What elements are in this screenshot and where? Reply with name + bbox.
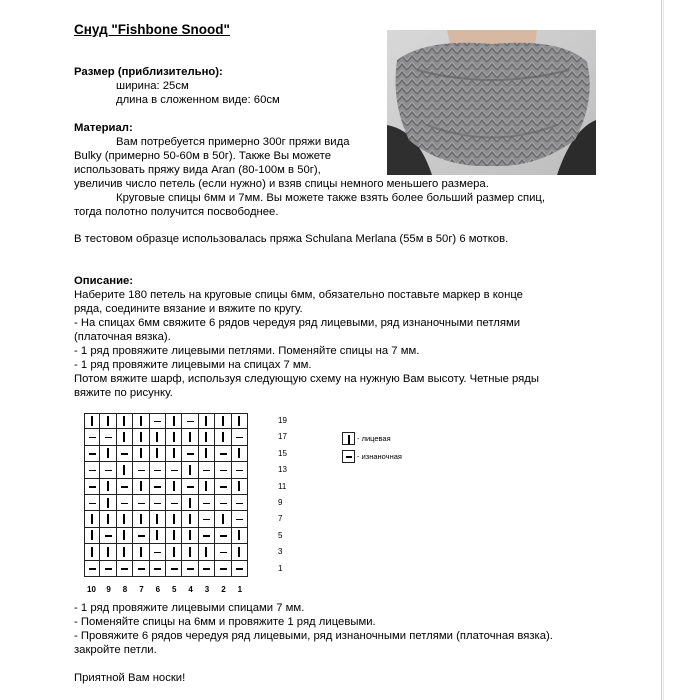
knit-stitch-symbol xyxy=(173,547,175,557)
chart-cell xyxy=(117,429,133,445)
chart-cell xyxy=(133,544,149,560)
knit-stitch-symbol xyxy=(123,432,125,442)
finishing-line: - 1 ряд провяжите лицевыми спицами 7 мм. xyxy=(74,602,305,614)
page-edge-line xyxy=(663,0,664,700)
chart-cell xyxy=(133,495,149,511)
knit-stitch-symbol xyxy=(140,416,142,426)
knit-stitch-symbol xyxy=(189,432,191,442)
chart-row-number: 13 xyxy=(278,465,287,475)
yarn-note: В тестовом образце использовалась пряжа Schulana Merlana (55м в 50г) 6 мотков. xyxy=(74,233,509,245)
chart-cell xyxy=(150,429,166,445)
description-line: Потом вяжите шарф, используя следующую схему на нужную Вам высоту. Четные ряды xyxy=(74,373,539,385)
chart-cell xyxy=(150,446,166,462)
chart-cell xyxy=(117,511,133,527)
chart-cell xyxy=(215,429,231,445)
chart-cell xyxy=(199,479,215,495)
purl-stitch-symbol xyxy=(203,470,210,472)
chart-cell xyxy=(150,413,166,429)
chart-cell xyxy=(133,413,149,429)
knit-stitch-symbol xyxy=(140,547,142,557)
chart-cell xyxy=(117,528,133,544)
chart-column-number: 6 xyxy=(155,585,161,594)
material-line: Круговые спицы 6мм и 7мм. Вы можете также взять более больший размер спиц, xyxy=(116,192,546,204)
purl-stitch-symbol xyxy=(154,470,161,472)
knit-stitch-symbol xyxy=(123,416,125,426)
purl-stitch-symbol xyxy=(187,421,194,423)
knit-stitch-symbol xyxy=(189,547,191,557)
description-line: - 1 ряд провяжите лицевыми на спицах 7 мм. xyxy=(74,359,312,371)
description-heading: Описание: xyxy=(74,275,134,287)
knit-stitch-symbol xyxy=(107,498,109,508)
chart-cell xyxy=(182,495,198,511)
chart-cell xyxy=(84,544,100,560)
chart-cell xyxy=(100,561,116,577)
chart-cell xyxy=(84,511,100,527)
size-length: длина в сложенном виде: 60см xyxy=(116,94,280,106)
chart-cell xyxy=(166,561,182,577)
legend-knit-label: - лицевая xyxy=(357,434,391,443)
chart-cell xyxy=(182,561,198,577)
purl-stitch-symbol xyxy=(171,503,178,505)
purl-stitch-symbol xyxy=(220,486,227,488)
purl-stitch-symbol xyxy=(138,568,145,570)
chart-cell xyxy=(150,544,166,560)
chart-row-number: 11 xyxy=(278,481,287,491)
chart-row-number: 3 xyxy=(278,547,283,557)
chart-cell xyxy=(100,495,116,511)
chart-cell xyxy=(182,413,198,429)
chart-row-number: 17 xyxy=(278,432,287,442)
knit-stitch-symbol xyxy=(140,448,142,458)
chart-cell xyxy=(84,495,100,511)
chart-cell xyxy=(100,528,116,544)
finishing-line: - Провяжите 6 рядов чередуя ряд лицевыми, ряд изнаночными петлями (платочная вязка). xyxy=(74,630,553,642)
purl-stitch-symbol xyxy=(154,552,161,554)
chart-row-number: 5 xyxy=(278,530,283,540)
chart-cell xyxy=(182,528,198,544)
purl-stitch-symbol xyxy=(89,503,96,505)
knit-stitch-symbol xyxy=(107,481,109,491)
purl-stitch-symbol xyxy=(138,470,145,472)
material-line: Bulky (примерно 50-60м в 50г). Также Вы можете xyxy=(74,150,331,162)
purl-stitch-symbol xyxy=(203,568,210,570)
chart-cell xyxy=(166,479,182,495)
chart-cell xyxy=(166,462,182,478)
chart-cell xyxy=(117,413,133,429)
knit-stitch-symbol xyxy=(107,448,109,458)
chart-cell xyxy=(232,511,248,527)
chart-cell xyxy=(232,462,248,478)
chart-cell xyxy=(215,446,231,462)
purl-stitch-symbol xyxy=(105,535,112,537)
purl-stitch-symbol xyxy=(105,437,112,439)
knit-stitch-symbol xyxy=(173,448,175,458)
purl-stitch-symbol xyxy=(236,437,243,439)
purl-stitch-symbol xyxy=(187,486,194,488)
chart-cell xyxy=(84,561,100,577)
chart-cell xyxy=(100,413,116,429)
chart-cell xyxy=(232,544,248,560)
chart-cell xyxy=(133,446,149,462)
purl-stitch-symbol xyxy=(220,470,227,472)
chart-cell xyxy=(100,544,116,560)
knit-stitch-symbol xyxy=(205,448,207,458)
knit-stitch-symbol xyxy=(238,481,240,491)
chart-cell xyxy=(199,561,215,577)
chart-cell xyxy=(150,479,166,495)
material-line: использовать пряжу вида Aran (80-100м в 50г), xyxy=(74,164,321,176)
knit-stitch-symbol xyxy=(205,432,207,442)
purl-stitch-symbol xyxy=(236,470,243,472)
chart-cell xyxy=(232,561,248,577)
knit-stitch-symbol xyxy=(156,448,158,458)
chart-cell xyxy=(84,528,100,544)
chart-cell xyxy=(215,462,231,478)
purl-stitch-symbol xyxy=(89,568,96,570)
chart-cell xyxy=(117,561,133,577)
purl-stitch-symbol xyxy=(220,552,227,554)
finishing-line: - Поменяйте спицы на 6мм и провяжите 1 ряд лицевыми. xyxy=(74,616,376,628)
chart-cell xyxy=(199,413,215,429)
chart-cell xyxy=(133,462,149,478)
closing-line: Приятной Вам носки! xyxy=(74,672,186,684)
purl-stitch-symbol xyxy=(121,453,128,455)
chart-cell xyxy=(199,511,215,527)
purl-stitch-symbol xyxy=(138,535,145,537)
knit-stitch-symbol xyxy=(91,514,93,524)
chart-cell xyxy=(100,462,116,478)
chart-cell xyxy=(166,413,182,429)
chart-cell xyxy=(133,561,149,577)
chart-cell xyxy=(215,511,231,527)
description-line: (платочная вязка). xyxy=(74,331,171,343)
chart-row-number: 7 xyxy=(278,514,283,524)
chart-cell xyxy=(215,528,231,544)
chart-cell xyxy=(199,446,215,462)
knit-stitch-symbol xyxy=(107,416,109,426)
page-title: Снуд "Fishbone Snood" xyxy=(74,22,230,37)
purl-stitch-symbol xyxy=(236,519,243,521)
knit-stitch-symbol xyxy=(189,465,191,475)
chart-cell xyxy=(150,511,166,527)
purl-stitch-symbol xyxy=(121,486,128,488)
knit-stitch-symbol xyxy=(123,514,125,524)
purl-stitch-symbol xyxy=(203,519,210,521)
material-line: Вам потребуется примерно 300г пряжи вида xyxy=(116,136,350,148)
chart-cell xyxy=(199,462,215,478)
purl-stitch-symbol xyxy=(236,568,243,570)
knit-stitch-symbol xyxy=(156,432,158,442)
chart-cell xyxy=(215,479,231,495)
chart-column-number: 2 xyxy=(221,585,226,594)
page-edge-line xyxy=(661,0,662,700)
knit-stitch-symbol xyxy=(222,432,224,442)
knit-stitch-symbol xyxy=(156,530,158,540)
chart-cell xyxy=(117,544,133,560)
chart-row-number: 9 xyxy=(278,498,283,507)
chart-cell xyxy=(232,495,248,511)
knit-stitch-symbol xyxy=(189,514,191,524)
purl-stitch-symbol xyxy=(220,568,227,570)
legend-purl-symbol xyxy=(342,450,355,463)
knit-stitch-symbol xyxy=(123,465,125,475)
knit-stitch-symbol xyxy=(173,432,175,442)
purl-stitch-symbol xyxy=(105,568,112,570)
purl-stitch-symbol xyxy=(89,437,96,439)
chart-column-number: 1 xyxy=(237,585,243,594)
purl-stitch-symbol xyxy=(220,503,227,505)
chart-cell xyxy=(117,479,133,495)
chart-cell xyxy=(232,413,248,429)
chart-cell xyxy=(117,495,133,511)
chart-cell xyxy=(182,544,198,560)
purl-stitch-symbol xyxy=(220,453,227,455)
chart-cell xyxy=(166,528,182,544)
knit-stitch-symbol xyxy=(140,481,142,491)
chart-column-number: 9 xyxy=(106,585,111,594)
knit-stitch-symbol xyxy=(238,448,240,458)
purl-stitch-symbol xyxy=(203,503,210,505)
chart-cell xyxy=(215,413,231,429)
chart-cell xyxy=(199,528,215,544)
chart-cell xyxy=(232,528,248,544)
chart-cell xyxy=(215,495,231,511)
knit-stitch-symbol xyxy=(173,514,175,524)
knit-stitch-symbol xyxy=(91,416,93,426)
chart-cell xyxy=(133,528,149,544)
chart-cell xyxy=(100,511,116,527)
purl-stitch-symbol xyxy=(220,535,227,537)
knit-stitch-symbol xyxy=(140,514,142,524)
chart-cell xyxy=(199,544,215,560)
knit-stitch-symbol xyxy=(91,530,93,540)
knit-stitch-symbol xyxy=(189,498,191,508)
knit-stitch-symbol xyxy=(205,547,207,557)
knit-stitch-symbol xyxy=(107,514,109,524)
purl-stitch-symbol xyxy=(121,568,128,570)
chart-cell xyxy=(182,511,198,527)
purl-stitch-symbol xyxy=(154,421,161,423)
finishing-line: закройте петли. xyxy=(74,644,157,656)
knit-stitch-symbol xyxy=(173,416,175,426)
knit-stitch-symbol xyxy=(205,481,207,491)
knit-stitch-symbol xyxy=(140,432,142,442)
chart-column-number: 7 xyxy=(139,585,144,594)
knit-stitch-symbol xyxy=(156,514,158,524)
chart-column-number: 10 xyxy=(87,585,96,594)
chart-cell xyxy=(232,429,248,445)
size-heading: Размер (приблизительно): xyxy=(74,66,223,78)
chart-cell xyxy=(84,429,100,445)
chart-cell xyxy=(182,462,198,478)
knit-stitch-symbol xyxy=(189,530,191,540)
knit-stitch-symbol xyxy=(238,530,240,540)
chart-cell xyxy=(182,479,198,495)
purl-stitch-symbol xyxy=(154,568,161,570)
purl-stitch-symbol xyxy=(171,568,178,570)
purl-stitch-symbol xyxy=(154,503,161,505)
chart-cell xyxy=(150,561,166,577)
chart-cell xyxy=(100,429,116,445)
purl-stitch-symbol xyxy=(187,453,194,455)
purl-stitch-symbol xyxy=(187,568,194,570)
chart-cell xyxy=(84,446,100,462)
chart-cell xyxy=(166,544,182,560)
chart-row-number: 19 xyxy=(278,416,287,425)
legend-purl-label: - изнаночная xyxy=(357,452,402,461)
size-width: ширина: 25см xyxy=(116,80,189,92)
knit-stitch-symbol xyxy=(238,547,240,557)
snood-photo xyxy=(387,30,596,175)
chart-cell xyxy=(133,429,149,445)
purl-stitch-symbol xyxy=(121,503,128,505)
legend-knit-symbol xyxy=(342,432,355,445)
knit-stitch-symbol xyxy=(173,530,175,540)
knit-stitch-symbol xyxy=(123,530,125,540)
knit-stitch-symbol xyxy=(107,547,109,557)
purl-stitch-symbol xyxy=(105,470,112,472)
description-line: - 1 ряд провяжите лицевыми петлями. Поменяйте спицы на 7 мм. xyxy=(74,345,420,357)
chart-cell xyxy=(215,561,231,577)
description-line: ряда, соедините вязание и вяжите по кругу. xyxy=(74,303,303,315)
purl-stitch-symbol xyxy=(236,503,243,505)
chart-cell xyxy=(84,462,100,478)
purl-stitch-symbol xyxy=(154,486,161,488)
knit-stitch-symbol xyxy=(173,481,175,491)
purl-stitch-symbol xyxy=(89,470,96,472)
chart-cell xyxy=(166,495,182,511)
chart-cell xyxy=(133,511,149,527)
chart-cell xyxy=(215,544,231,560)
chart-column-number: 8 xyxy=(122,585,128,594)
purl-stitch-symbol xyxy=(203,535,210,537)
chart-column-number: 5 xyxy=(172,585,177,594)
purl-stitch-symbol xyxy=(138,503,145,505)
chart-cell xyxy=(117,446,133,462)
chart-cell xyxy=(84,413,100,429)
chart-cell xyxy=(150,528,166,544)
knit-stitch-symbol xyxy=(205,416,207,426)
chart-cell xyxy=(182,429,198,445)
description-line: вяжите по рисунку. xyxy=(74,387,173,399)
knit-stitch-symbol xyxy=(91,547,93,557)
material-heading: Материал: xyxy=(74,122,133,134)
chart-cell xyxy=(232,446,248,462)
chart-cell xyxy=(199,495,215,511)
purl-stitch-symbol xyxy=(89,486,96,488)
purl-stitch-symbol xyxy=(171,470,178,472)
purl-stitch-symbol xyxy=(89,453,96,455)
knit-stitch-symbol xyxy=(222,514,224,524)
material-line: увеличив число петель (если нужно) и взяв спицы немного меньшего размера. xyxy=(74,178,489,190)
chart-cell xyxy=(166,429,182,445)
chart-cell xyxy=(166,446,182,462)
chart-cell xyxy=(150,495,166,511)
chart-column-number: 4 xyxy=(188,585,193,594)
chart-cell xyxy=(199,429,215,445)
description-line: Наберите 180 петель на круговые спицы 6мм, обязательно поставьте маркер в конце xyxy=(74,289,523,301)
chart-cell xyxy=(100,446,116,462)
knit-stitch-symbol xyxy=(222,416,224,426)
knit-stitch-symbol xyxy=(238,416,240,426)
chart-column-number: 3 xyxy=(204,585,210,594)
chart-cell xyxy=(182,446,198,462)
chart-cell xyxy=(232,479,248,495)
chart-cell xyxy=(133,479,149,495)
chart-cell xyxy=(100,479,116,495)
chart-cell xyxy=(150,462,166,478)
chart-row-number: 15 xyxy=(278,448,287,458)
chart-cell xyxy=(84,479,100,495)
chart-cell xyxy=(117,462,133,478)
chart-row-number: 1 xyxy=(278,563,283,573)
chart-cell xyxy=(166,511,182,527)
description-line: - На спицах 6мм свяжите 6 рядов чередуя ряд лицевыми, ряд изнаночными петлями xyxy=(74,317,521,329)
material-line: тогда полотно получится посвободнее. xyxy=(74,206,279,218)
knit-stitch-symbol xyxy=(123,547,125,557)
